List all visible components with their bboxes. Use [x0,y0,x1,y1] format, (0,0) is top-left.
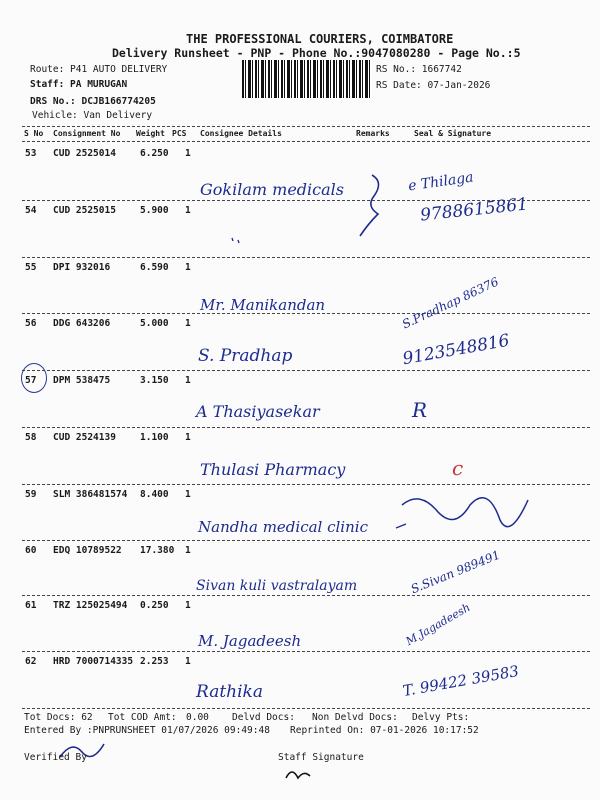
row-weight: 1.100 [140,432,169,443]
row-sno: 54 [25,205,37,216]
handwritten-signature-1: e Thilaga [407,169,475,195]
handwritten-phone-1: 9788615861 [419,194,529,226]
handwritten-signature-6: T. 99422 39583 [401,661,521,701]
row-sno: 53 [25,148,37,159]
runsheet-title: Delivery Runsheet - PNP - Phone No.:9047080280 - Page No.:5 [112,46,521,60]
handwritten-consignee-60: Sivan kuli vastralayam [196,578,358,594]
row-weight: 3.150 [140,375,169,386]
row-pcs: 1 [185,489,191,500]
handwritten-consignee-55: Mr. Manikandan [200,296,326,314]
row-weight: 17.380 [140,545,175,556]
staff-signature: Staff Signature [278,752,364,763]
row-weight: 6.250 [140,148,169,159]
delivery-points: Delvy Pts: [412,712,470,723]
row-sno: 61 [25,600,37,611]
delivered-docs: Delvd Docs: [232,712,295,723]
drs-number: DRS No.: DCJB166774205 [30,96,156,107]
total-cod-label: Tot COD Amt: [108,712,177,723]
entered-by: Entered By :PNPRUNSHEET 01/07/2026 09:49:48 [24,725,270,736]
col-weight: Weight [136,129,165,138]
row-consignment: DDG 643206 [53,318,111,329]
staff-label: Staff: PA MURUGAN [30,79,128,90]
row-consignment: EDQ 10789522 [53,545,122,556]
row-pcs: 1 [185,432,191,443]
row-sno: 57 [25,375,37,386]
row-sno: 59 [25,489,37,500]
col-remarks: Remarks [356,129,390,138]
vehicle-label: Vehicle: Van Delivery [32,110,153,121]
col-consignee: Consignee Details [200,129,282,138]
row-weight: 8.400 [140,489,169,500]
row-sno: 62 [25,656,37,667]
total-docs: Tot Docs: 62 [24,712,93,723]
handwritten-phone-2: 9123548816 [401,330,512,370]
row-weight: 5.000 [140,318,169,329]
non-delivered-docs: Non Delvd Docs: [312,712,398,723]
handwritten-signature-2: S.Pradhap 86376 [399,274,501,332]
row-pcs: 1 [185,375,191,386]
handwritten-consignee-62: Rathika [196,682,263,702]
row-pcs: 1 [185,600,191,611]
row-pcs: 1 [185,262,191,273]
row-weight: 2.253 [140,656,169,667]
row-consignment: HRD 7000714335 [53,656,134,667]
row-consignment: TRZ 125025494 [53,600,128,611]
red-stamp-mark: c [452,456,464,480]
handwritten-consignee-57: A Thasiyasekar [196,402,320,421]
staff-signature-stroke [286,772,310,778]
route-label: Route: P41 AUTO DELIVERY [30,64,168,75]
row-pcs: 1 [185,656,191,667]
col-pcs: PCS [172,129,187,138]
row-sno: 58 [25,432,37,443]
reprinted-on: Reprinted On: 07-01-2026 10:17:52 [290,725,479,736]
col-consignment: Consignment No [53,129,121,138]
row-weight: 6.590 [140,262,169,273]
handwritten-signature-3: R [412,398,428,422]
col-seal-signature: Seal & Signature [414,129,492,138]
handwritten-signature-4: S.Sivan 989491 [408,547,503,597]
col-sno: S No [24,129,44,138]
row-consignment: CUD 2525014 [53,148,116,159]
tick-strokes [232,238,239,243]
row-consignment: CUD 2524139 [53,432,116,443]
row-pcs: 1 [185,545,191,556]
total-cod-value: 0.00 [186,712,209,723]
rs-date: RS Date: 07-Jan-2026 [376,80,491,91]
row-consignment: SLM 386481574 [53,489,128,500]
rs-number: RS No.: 1667742 [376,64,462,75]
handwritten-consignee-59: Nandha medical clinic [198,518,368,536]
row-pcs: 1 [185,148,191,159]
row-sno: 55 [25,262,37,273]
verified-by: Verified By [24,752,87,763]
handwritten-consignee-53: Gokilam medicals [200,180,344,199]
dash-stroke [396,524,406,528]
handwritten-consignee-56: S. Pradhap [198,346,293,366]
row-sno: 60 [25,545,37,556]
row-sno: 56 [25,318,37,329]
row-pcs: 1 [185,318,191,329]
handwritten-consignee-61: M. Jagadeesh [198,632,302,650]
row-pcs: 1 [185,205,191,216]
footer-rule [22,708,590,709]
row-weight: 0.250 [140,600,169,611]
scribble-signature-59 [402,498,528,527]
row-weight: 5.900 [140,205,169,216]
brace-stroke [360,175,379,236]
handwritten-signature-5: M.Jagadeesh [403,600,473,649]
row-consignment: DPM 538475 [53,375,111,386]
row-consignment: DPI 932016 [53,262,111,273]
company-title: THE PROFESSIONAL COURIERS, COIMBATORE [186,32,454,46]
handwritten-consignee-58: Thulasi Pharmacy [200,460,346,479]
row-consignment: CUD 2525015 [53,205,116,216]
